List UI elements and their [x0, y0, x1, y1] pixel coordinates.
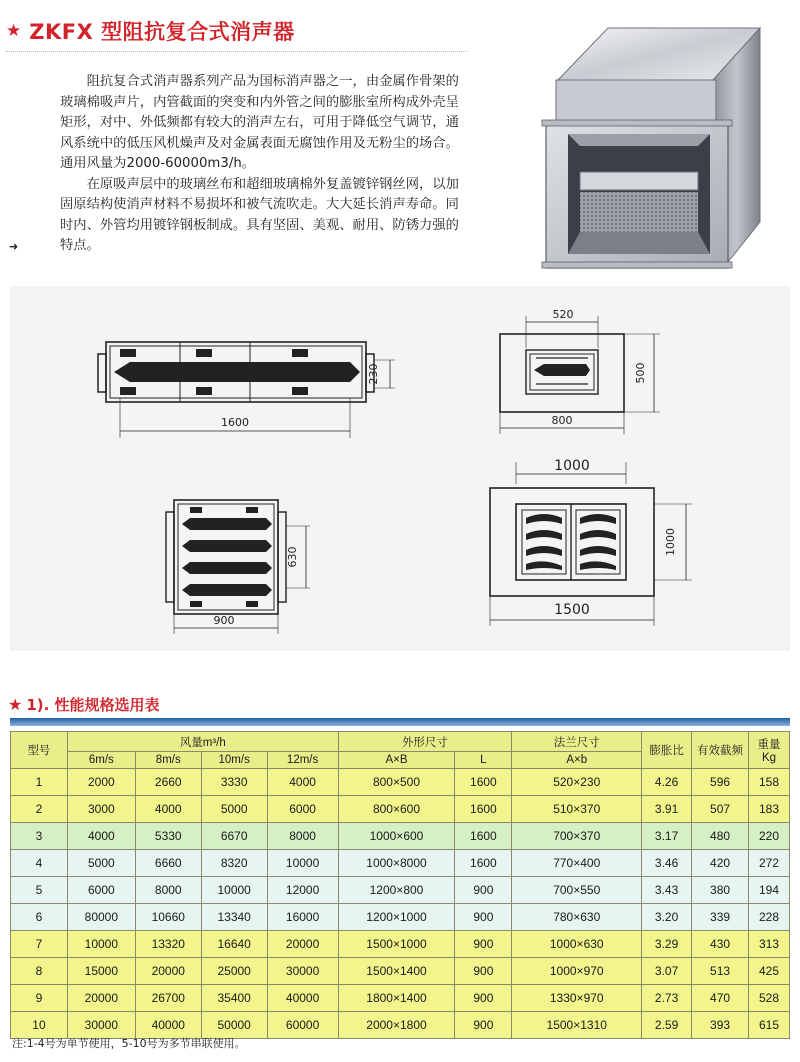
cell-l: 900	[455, 985, 512, 1012]
cell-freq: 420	[692, 850, 749, 877]
table-row	[11, 796, 790, 823]
cell-v10: 3330	[201, 769, 267, 796]
cell-v10: 35400	[201, 985, 267, 1012]
dim-1000-width: 1000	[554, 458, 590, 474]
cell-weight: 528	[748, 985, 789, 1012]
cell-axb: 800×500	[338, 769, 455, 796]
cell-v6: 4000	[67, 823, 135, 850]
description-paragraph-1: 阻抗复合式消声器系列产品为国标消声器之一，由金属作骨架的玻璃棉吸声片，内管截面的突变和内外管之间的膨胀室所构成外壳呈矩形，对中、外低频都有较大的消声左右，可用于降低空气调节，通风系统中的低压风机燥声及对金属表面无腐蚀作用及无粉尘的场合。通用风量为2000-60000m3/h。	[60, 74, 459, 171]
header-expansion-ratio: 膨胀比	[642, 732, 692, 769]
cell-v8: 26700	[135, 985, 201, 1012]
table-header-row	[11, 732, 790, 752]
cell-freq: 430	[692, 931, 749, 958]
cell-axb: 1200×1000	[338, 904, 455, 931]
dim-630: 630	[286, 546, 299, 568]
cell-flange: 700×370	[512, 823, 642, 850]
table-row	[11, 904, 790, 931]
table-row	[11, 823, 790, 850]
cell-v12: 12000	[267, 877, 338, 904]
cell-ratio: 4.26	[642, 769, 692, 796]
cell-v8: 5330	[135, 823, 201, 850]
cell-v10: 50000	[201, 1012, 267, 1039]
header-cutoff-freq: 有效截频	[692, 732, 749, 769]
drawings-panel	[10, 286, 790, 651]
drawing-side-900	[166, 500, 310, 634]
cell-freq: 596	[692, 769, 749, 796]
cell-weight: 615	[748, 1012, 789, 1039]
header-weight: 重量Kg	[748, 732, 789, 769]
cell-flange: 1330×970	[512, 985, 642, 1012]
cell-ratio: 3.29	[642, 931, 692, 958]
dim-230: 230	[367, 363, 380, 385]
cell-v12: 6000	[267, 796, 338, 823]
cell-v12: 4000	[267, 769, 338, 796]
dim-1600: 1600	[221, 416, 249, 429]
cell-v8: 2660	[135, 769, 201, 796]
cell-flange: 780×630	[512, 904, 642, 931]
cell-v10: 16640	[201, 931, 267, 958]
cell-v12: 20000	[267, 931, 338, 958]
cell-v8: 40000	[135, 1012, 201, 1039]
cell-ratio: 3.91	[642, 796, 692, 823]
cell-axb: 1000×8000	[338, 850, 455, 877]
technical-drawings	[10, 286, 790, 651]
section-title-text: 1). 性能规格选用表	[26, 696, 160, 714]
cell-v12: 16000	[267, 904, 338, 931]
cell-axb: 1000×600	[338, 823, 455, 850]
cell-v10: 10000	[201, 877, 267, 904]
cell-v10: 5000	[201, 796, 267, 823]
section-divider	[10, 718, 790, 726]
cell-axb: 2000×1800	[338, 1012, 455, 1039]
cell-v8: 4000	[135, 796, 201, 823]
header-model: 型号	[11, 732, 68, 769]
page-title	[6, 14, 295, 48]
cell-weight: 220	[748, 823, 789, 850]
header-v12: 12m/s	[267, 752, 338, 769]
title-divider	[6, 51, 468, 52]
description-paragraph-2: 在原吸声层中的玻璃丝布和超细玻璃棉外复盖镀锌钢丝网，以加固原结构使消声材料不易损坏和被气流吹走。大大延长消声寿命。同时内、外管均用镀锌钢板制成。具有坚固、美观、耐用、防锈力强的特点。	[60, 176, 459, 253]
dim-800: 800	[551, 414, 573, 427]
cell-model: 9	[11, 985, 68, 1012]
product-photo	[538, 22, 768, 284]
cell-freq: 393	[692, 1012, 749, 1039]
cell-v10: 6670	[201, 823, 267, 850]
cell-v8: 10660	[135, 904, 201, 931]
cell-v12: 60000	[267, 1012, 338, 1039]
product-description	[60, 72, 472, 257]
cell-v6: 10000	[67, 931, 135, 958]
cell-ratio: 3.43	[642, 877, 692, 904]
dim-520: 520	[552, 308, 574, 321]
cell-weight: 194	[748, 877, 789, 904]
header-v6: 6m/s	[67, 752, 135, 769]
header-flange-axb: A×b	[512, 752, 642, 769]
drawing-end-1500x1000	[490, 458, 692, 626]
cell-l: 900	[455, 877, 512, 904]
cell-freq: 513	[692, 958, 749, 985]
header-outer-size: 外形尺寸	[338, 732, 512, 752]
cell-ratio: 2.59	[642, 1012, 692, 1039]
cell-v6: 3000	[67, 796, 135, 823]
cell-ratio: 3.07	[642, 958, 692, 985]
cell-axb: 1500×1000	[338, 931, 455, 958]
drawing-side-1600	[98, 342, 395, 438]
cell-weight: 425	[748, 958, 789, 985]
cell-freq: 480	[692, 823, 749, 850]
table-row	[11, 931, 790, 958]
header-length: L	[455, 752, 512, 769]
table-note: 注:1-4号为单节使用，5-10号为多节串联使用。	[12, 1037, 246, 1050]
cell-flange: 1000×970	[512, 958, 642, 985]
cell-model: 8	[11, 958, 68, 985]
cell-freq: 470	[692, 985, 749, 1012]
table-row	[11, 877, 790, 904]
cell-v8: 8000	[135, 877, 201, 904]
cell-l: 1600	[455, 769, 512, 796]
header-flange-size: 法兰尺寸	[512, 732, 642, 752]
cell-axb: 800×600	[338, 796, 455, 823]
cell-weight: 272	[748, 850, 789, 877]
dim-500: 500	[634, 362, 647, 384]
cell-model: 2	[11, 796, 68, 823]
page-title-text: ZKFX 型阻抗复合式消声器	[29, 20, 295, 44]
cell-freq: 339	[692, 904, 749, 931]
cell-v8: 13320	[135, 931, 201, 958]
cell-weight: 228	[748, 904, 789, 931]
cell-v6: 30000	[67, 1012, 135, 1039]
dim-1000-height: 1000	[664, 528, 677, 556]
table-row	[11, 985, 790, 1012]
cell-axb: 1200×800	[338, 877, 455, 904]
header-v8: 8m/s	[135, 752, 201, 769]
cell-l: 900	[455, 1012, 512, 1039]
cell-l: 900	[455, 904, 512, 931]
header-v10: 10m/s	[201, 752, 267, 769]
cell-model: 3	[11, 823, 68, 850]
cell-v12: 10000	[267, 850, 338, 877]
cell-weight: 183	[748, 796, 789, 823]
drawing-end-800x500	[500, 308, 660, 434]
cell-ratio: 3.46	[642, 850, 692, 877]
cell-flange: 520×230	[512, 769, 642, 796]
cell-flange: 510×370	[512, 796, 642, 823]
cell-flange: 1000×630	[512, 931, 642, 958]
cell-flange: 770×400	[512, 850, 642, 877]
cell-flange: 700×550	[512, 877, 642, 904]
dim-900: 900	[213, 614, 235, 627]
cell-ratio: 3.17	[642, 823, 692, 850]
cell-v6: 2000	[67, 769, 135, 796]
table-row	[11, 958, 790, 985]
cell-model: 10	[11, 1012, 68, 1039]
header-airflow: 风量m³/h	[67, 732, 338, 752]
cell-weight: 313	[748, 931, 789, 958]
cell-l: 900	[455, 931, 512, 958]
cell-model: 7	[11, 931, 68, 958]
cell-v10: 25000	[201, 958, 267, 985]
cell-v6: 15000	[67, 958, 135, 985]
cell-model: 1	[11, 769, 68, 796]
cell-v12: 8000	[267, 823, 338, 850]
cell-l: 1600	[455, 796, 512, 823]
cell-model: 6	[11, 904, 68, 931]
cell-axb: 1800×1400	[338, 985, 455, 1012]
cell-v8: 6660	[135, 850, 201, 877]
cell-v6: 5000	[67, 850, 135, 877]
cell-l: 1600	[455, 850, 512, 877]
cell-freq: 380	[692, 877, 749, 904]
cell-v8: 20000	[135, 958, 201, 985]
cell-v6: 20000	[67, 985, 135, 1012]
cell-model: 5	[11, 877, 68, 904]
star-icon: ★	[6, 21, 22, 41]
cell-axb: 1500×1400	[338, 958, 455, 985]
table-row	[11, 769, 790, 796]
cell-v6: 6000	[67, 877, 135, 904]
section-title	[8, 694, 160, 715]
header-axb: A×B	[338, 752, 455, 769]
cell-v6: 80000	[67, 904, 135, 931]
spec-table	[10, 731, 790, 1039]
cell-flange: 1500×1310	[512, 1012, 642, 1039]
cell-weight: 158	[748, 769, 789, 796]
cell-model: 4	[11, 850, 68, 877]
cell-ratio: 2.73	[642, 985, 692, 1012]
cell-v12: 30000	[267, 958, 338, 985]
cell-ratio: 3.20	[642, 904, 692, 931]
cell-v10: 13340	[201, 904, 267, 931]
cell-v12: 40000	[267, 985, 338, 1012]
dim-1500: 1500	[554, 602, 590, 618]
cell-v10: 8320	[201, 850, 267, 877]
cell-freq: 507	[692, 796, 749, 823]
cell-l: 1600	[455, 823, 512, 850]
arrow-icon: ➜	[9, 240, 19, 253]
cell-l: 900	[455, 958, 512, 985]
star-icon: ★	[8, 695, 23, 714]
table-row	[11, 850, 790, 877]
